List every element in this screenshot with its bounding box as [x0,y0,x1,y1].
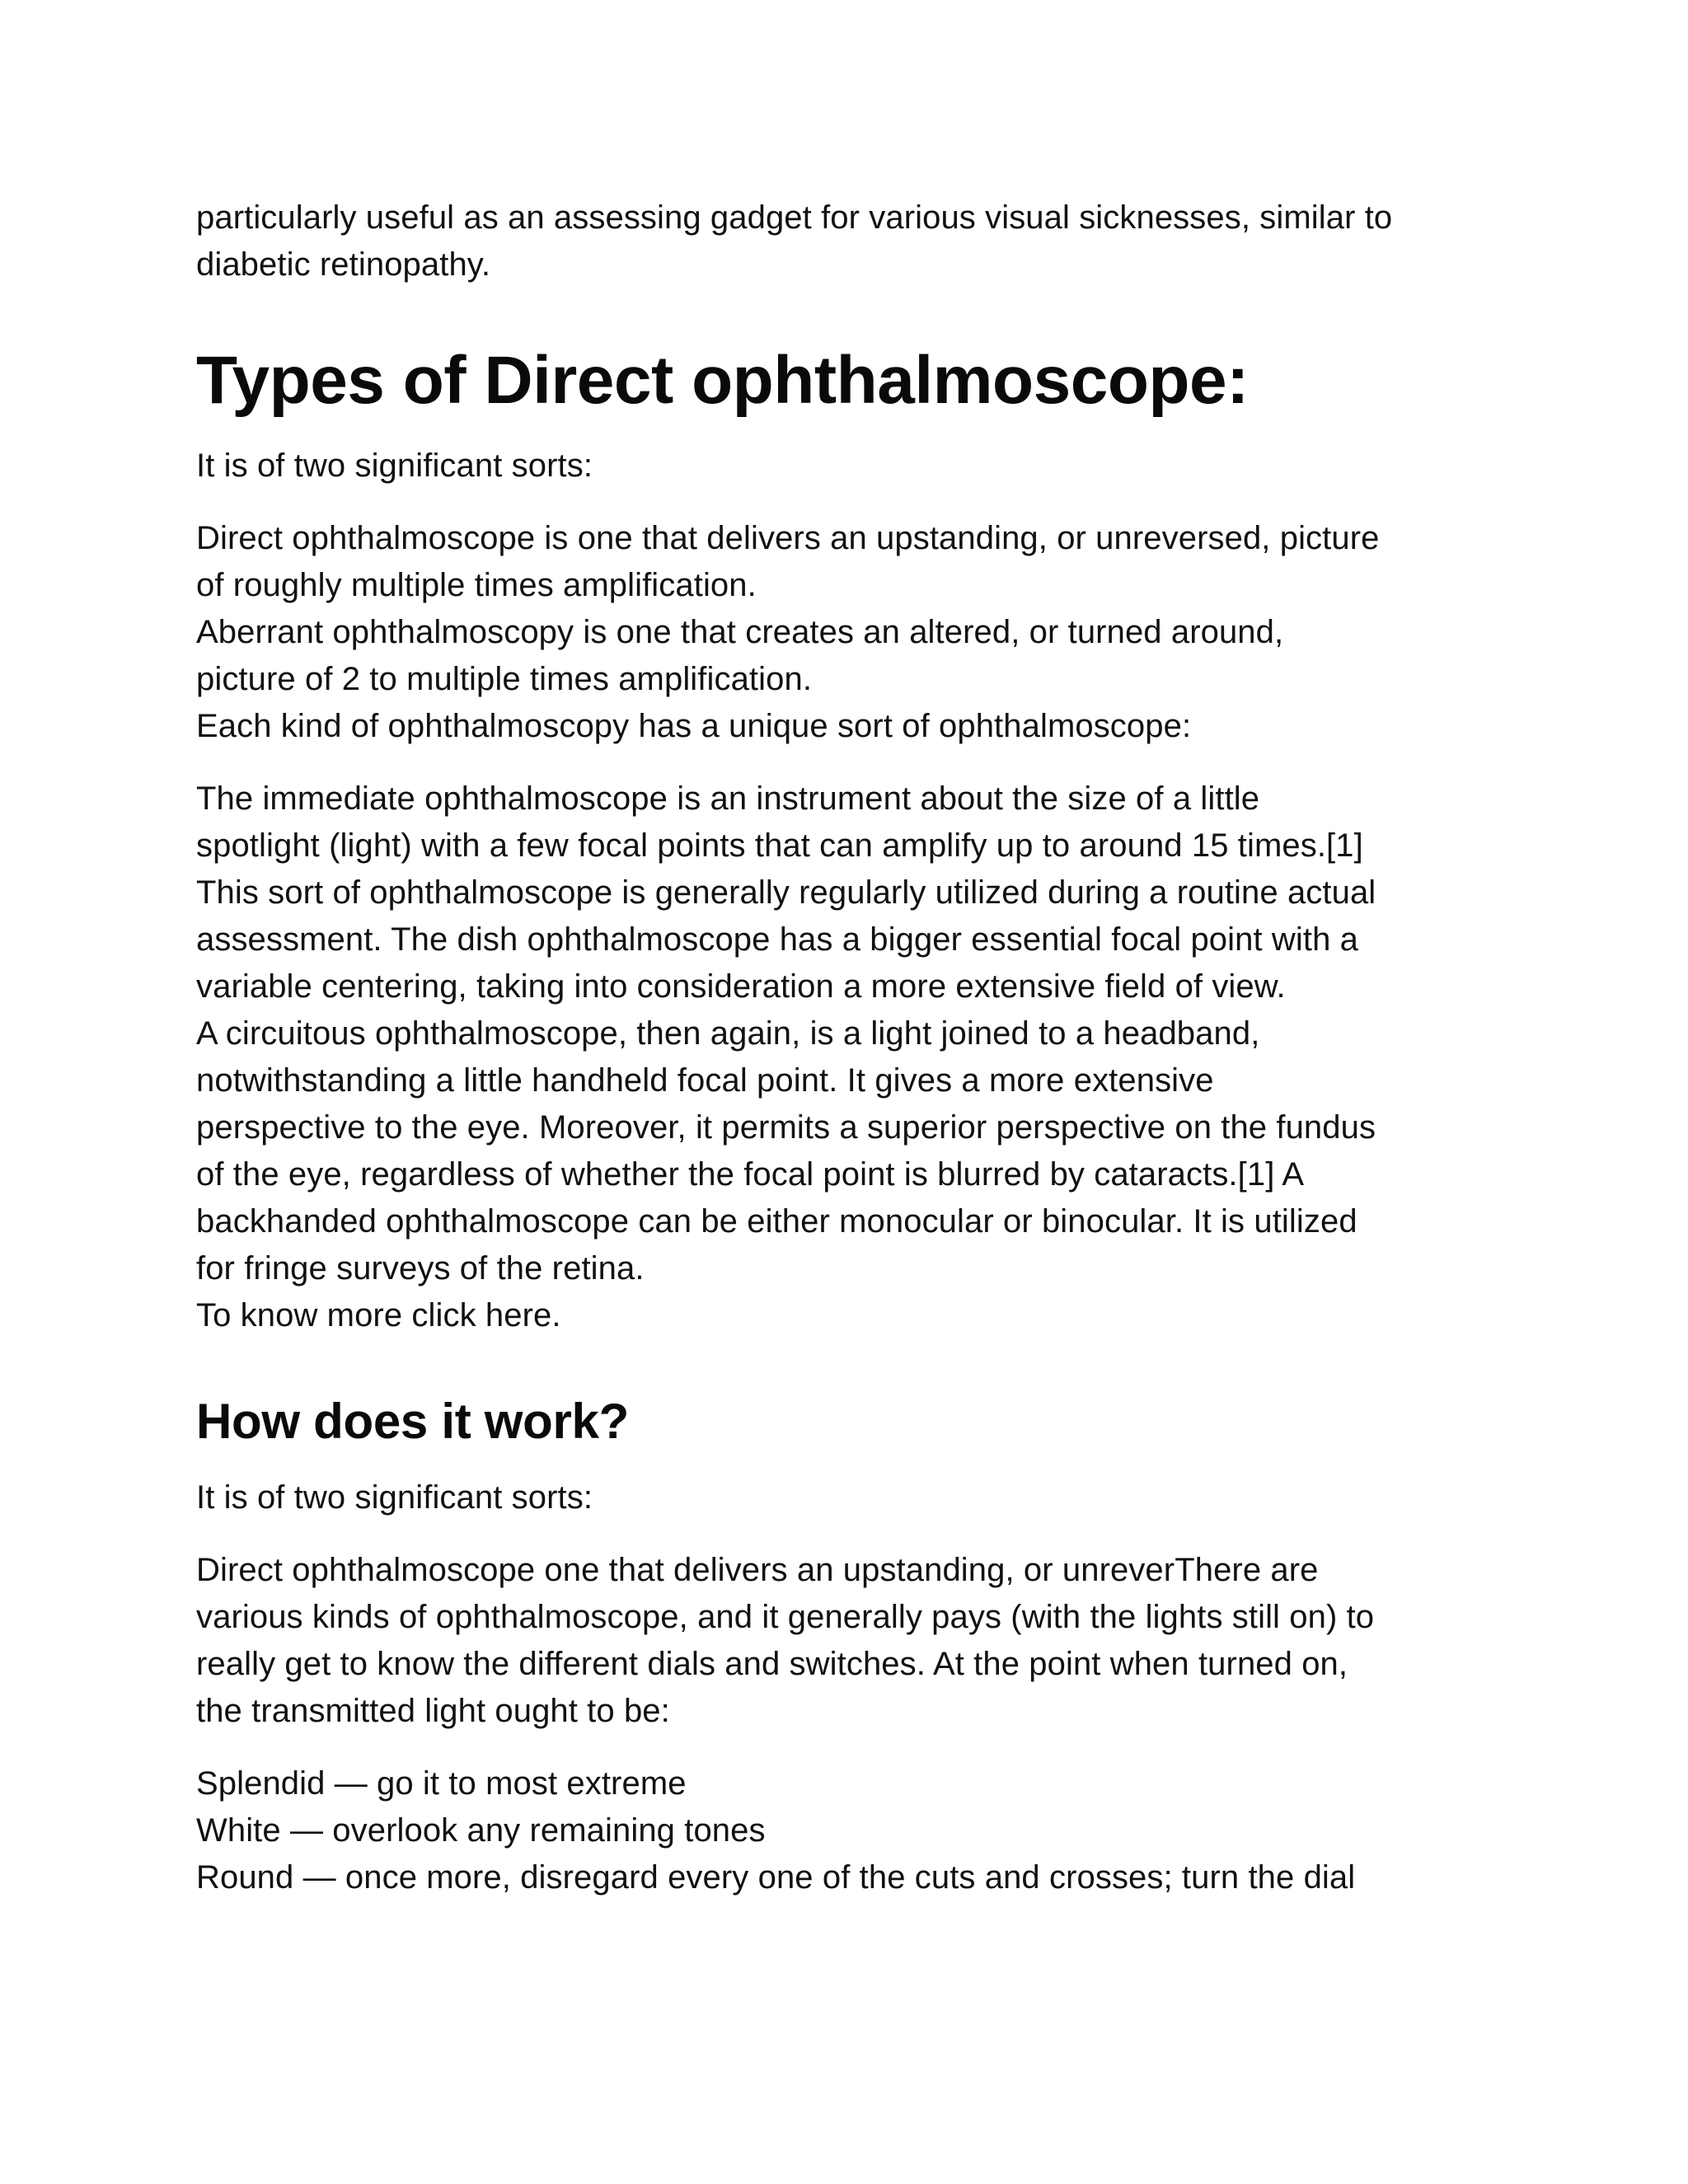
text-line: particularly useful as an assessing gadget for various visual sicknesses, similar to [196,199,1393,236]
section-lead: It is of two significant sorts: [196,448,593,484]
ophthalmoscope-description-paragraph [196,776,1498,1339]
text-line: for fringe surveys of the retina. [196,1250,645,1286]
section-heading-how-it-works: How does it work? [196,1394,629,1449]
text-line: The immediate ophthalmoscope is an instrument about the size of a little [196,780,1260,817]
list-item: Round — once more, disregard every one of the cuts and crosses; turn the dial [196,1859,1356,1896]
light-properties-list [196,1760,1498,1901]
text-line: of the eye, regardless of whether the focal point is blurred by cataracts.[1] A [196,1156,1305,1193]
text-line: spotlight (light) with a few focal points that can amplify up to around 15 times.[1] [196,827,1363,864]
section-lead: It is of two significant sorts: [196,1479,593,1516]
text-line: Each kind of ophthalmoscopy has a unique sort of ophthalmoscope: [196,708,1192,744]
list-item: White — overlook any remaining tones [196,1812,766,1849]
text-line: various kinds of ophthalmoscope, and it generally pays (with the lights still on) to [196,1599,1375,1635]
types-paragraph [196,515,1498,750]
list-item: Splendid — go it to most extreme [196,1765,687,1802]
section-heading-types: Types of Direct ophthalmoscope: [196,343,1249,418]
know-more-link-text: To know more click here. [196,1297,561,1333]
text-line: really get to know the different dials and switches. At the point when turned on, [196,1646,1348,1682]
how-it-works-paragraph [196,1547,1498,1735]
text-line: Direct ophthalmoscope is one that delivers an upstanding, or unreversed, picture [196,520,1380,556]
text-line: of roughly multiple times amplification. [196,567,757,603]
text-line: diabetic retinopathy. [196,246,491,283]
text-line: notwithstanding a little handheld focal point. It gives a more extensive [196,1062,1214,1099]
text-line: the transmitted light ought to be: [196,1693,670,1729]
text-line: assessment. The dish ophthalmoscope has a bigger essential focal point with a [196,921,1359,958]
text-line: This sort of ophthalmoscope is generally regularly utilized during a routine actual [196,874,1376,911]
document-page [196,194,1498,1901]
text-line: Direct ophthalmoscope one that delivers an upstanding, or unreverThere are [196,1552,1319,1588]
text-line: Aberrant ophthalmoscopy is one that creates an altered, or turned around, [196,614,1284,650]
text-line: picture of 2 to multiple times amplification. [196,661,813,697]
text-line: A circuitous ophthalmoscope, then again, is a light joined to a headband, [196,1015,1260,1052]
text-line: variable centering, taking into consideration a more extensive field of view. [196,968,1286,1005]
intro-paragraph [196,194,1498,288]
text-line: perspective to the eye. Moreover, it permits a superior perspective on the fundus [196,1109,1376,1146]
text-line: backhanded ophthalmoscope can be either monocular or binocular. It is utilized [196,1203,1357,1240]
